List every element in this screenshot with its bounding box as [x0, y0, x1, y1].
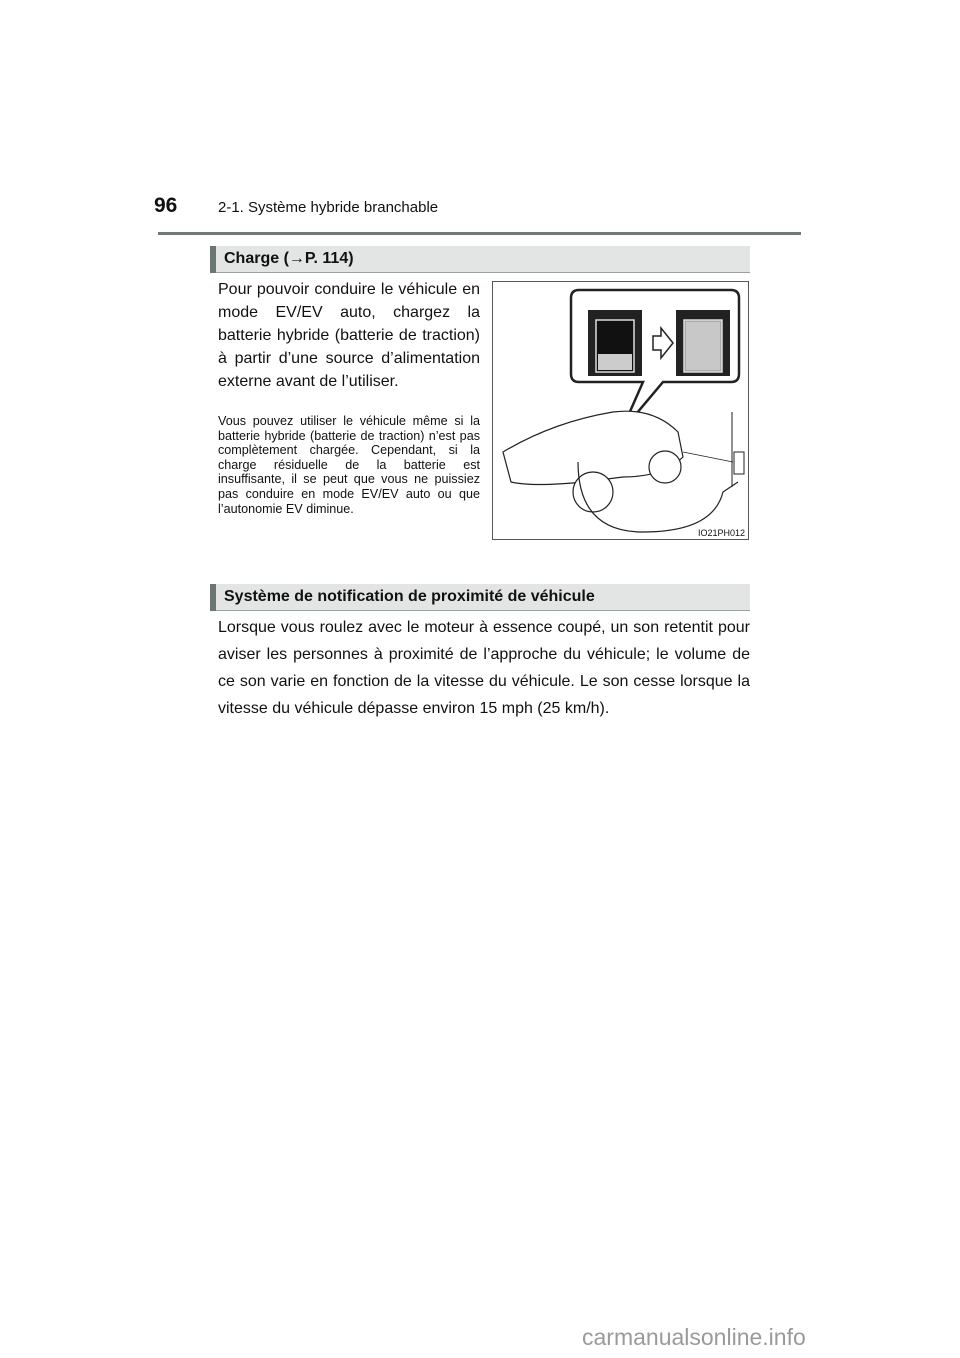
- charge-paragraph: Pour pouvoir conduire le véhicule en mode EV/EV auto, chargez la batterie hybride (batterie de traction) à partir d’une source d’alimentation externe avant de l’utiliser.: [218, 281, 480, 390]
- section-heading-text: Charge (→P. 114): [224, 250, 354, 267]
- section-heading-charge: [210, 246, 750, 273]
- figure-code: IO21PH012: [697, 528, 745, 538]
- chapter-title: 2-1. Système hybride branchable: [218, 199, 439, 216]
- watermark: carmanualsonline.info: [582, 1324, 806, 1350]
- charging-illustration: [492, 281, 749, 540]
- header-divider: [158, 232, 801, 235]
- car-charging-drawing: [493, 282, 748, 539]
- charge-note: Vous pouvez utiliser le véhicule même si la batterie hybride (batterie de traction) n’est pas complètement chargée. Cependant, si la charge résiduelle de la batterie est insuffisante, il se peut que vous ne puissiez pas conduire en mode EV/EV auto ou que l’autonomie EV diminue.: [218, 414, 480, 516]
- proximity-paragraph: Lorsque vous roulez avec le moteur à essence coupé, un son retentit pour aviser les personnes à proximité de l’approche du véhicule; le volume de ce son varie en fonction de la vitesse du véhicule. Le son cesse lorsque la vitesse du véhicule dépasse environ 15 mph (25 km/h).: [218, 619, 750, 717]
- page-number: 96: [154, 194, 178, 217]
- section-heading-proximity: [210, 584, 750, 611]
- section-heading-text: Système de notification de proximité de véhicule: [224, 588, 595, 605]
